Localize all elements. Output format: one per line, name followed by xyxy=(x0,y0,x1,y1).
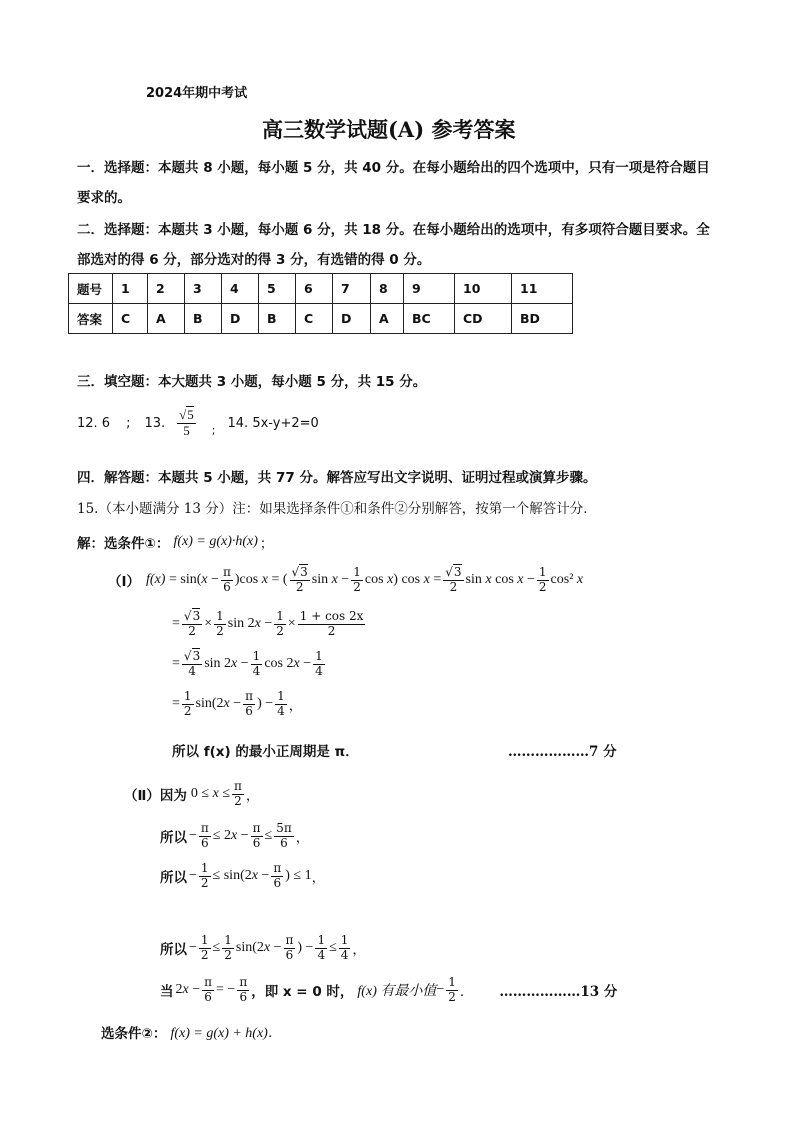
score-7: ………………7 分 xyxy=(508,744,617,760)
so-label: 所以 xyxy=(160,830,187,847)
answer-table-answer-row xyxy=(69,304,573,334)
question-15-note: 15.（本小题满分 13 分）注：如果选择条件①和条件②分别解答，按第一个解答计分． xyxy=(77,501,597,517)
number-cell: 9 xyxy=(404,274,455,304)
part1-line1: （Ⅰ） f(x) = sin(x − $\frac{\pi}{6}$ )cos x = ( $\frac{√3}{2}$ sin x − $\frac{1}{2}$ cos x) cos x = $\frac{√3}{2}$ sin x cos x − $\frac{1}{2}$ cos² x xyxy=(108,565,584,594)
part2-line2: 所以 − $\frac{\pi}{6}$ ≤ 2x − $\frac{\pi}{6}$ ≤ $\frac{5\pi}{6}$ ， xyxy=(160,821,310,850)
separator: ; xyxy=(211,423,216,437)
answer-cell: D xyxy=(333,304,371,334)
answer-table-header-row xyxy=(69,274,573,304)
period-text: 所以 f(x) 的最小正周期是 π． xyxy=(172,744,359,760)
condition1-label: 解：选条件①： xyxy=(77,536,170,552)
when-mid-text: ，即 x = 0 时， xyxy=(251,984,354,1001)
answer-cell: BC xyxy=(404,304,455,334)
so-label: 所以 xyxy=(160,942,187,959)
answer-cell: A xyxy=(148,304,185,334)
answer-13-label: 13. xyxy=(144,415,166,431)
separator: ; xyxy=(126,415,131,431)
number-cell: 8 xyxy=(371,274,404,304)
fraction-denominator: 5 xyxy=(183,422,190,438)
condition2-formula: f(x) = g(x) + h(x)． xyxy=(170,1026,282,1041)
answer-cell: C xyxy=(296,304,333,334)
part1-line4: = $\frac{1}{2}$ sin(2x − $\frac{\pi}{6}$ ) − $\frac{1}{4}$ ， xyxy=(172,689,303,718)
number-cell: 2 xyxy=(148,274,185,304)
condition1-formula: f(x) = g(x)·h(x) xyxy=(173,534,258,549)
number-cell: 7 xyxy=(333,274,371,304)
answer-cell: B xyxy=(185,304,222,334)
section1-line2: 要求的。 xyxy=(77,190,131,206)
when-label: 当 xyxy=(160,984,174,1001)
number-cell: 6 xyxy=(296,274,333,304)
part1-label: （Ⅰ） xyxy=(108,574,141,591)
so-label: 所以 xyxy=(160,870,187,887)
number-cell: 1 xyxy=(113,274,148,304)
number-cell: 5 xyxy=(259,274,296,304)
part2-line3: 所以 − $\frac{1}{2}$ ≤ sin(2x − $\frac{\pi}{6}$ ) ≤ 1 ， xyxy=(160,861,326,890)
condition2-label: 选条件②： xyxy=(101,1026,167,1042)
part1-line2: = $\frac{√3}{2}$ × $\frac{1}{2}$ sin 2x − $\frac{1}{2}$ × $\frac{1 + \cos 2x}{2}$ xyxy=(172,609,364,638)
condition2-line xyxy=(101,1022,282,1042)
number-cell: 11 xyxy=(512,274,573,304)
answer-cell: A xyxy=(371,304,404,334)
fill-in-answers xyxy=(77,408,319,439)
number-cell: 3 xyxy=(185,274,222,304)
answer-cell: CD xyxy=(455,304,512,334)
part1-line3: = $\frac{√3}{4}$ sin 2x − $\frac{1}{4}$ cos 2x − $\frac{1}{4}$ xyxy=(172,649,323,678)
section1-line1: 一．选择题：本题共 8 小题，每小题 5 分，共 40 分。在每小题给出的四个选项中，只有一项是符合题目 xyxy=(77,160,710,176)
section2-line2: 部选对的得 6 分，部分选对的得 3 分，有选错的得 0 分。 xyxy=(77,252,431,268)
condition1-line: 解：选条件①： f(x) = g(x)·h(x) ； xyxy=(77,534,274,552)
part2-label: （Ⅱ）因为 xyxy=(124,788,187,805)
answer-cell: BD xyxy=(512,304,573,334)
exam-label: 2024年期中考试 xyxy=(146,86,248,101)
answer-14: 14. 5x-y+2=0 xyxy=(227,415,319,431)
score-13: ………………13 分 xyxy=(499,984,618,1001)
header-label-cell: 题号 xyxy=(69,274,113,304)
answer-13-fraction: $\frac{√5}{5}$ xyxy=(179,407,194,438)
page-title: 高三数学试题(A) 参考答案 xyxy=(262,117,516,142)
part2-line5: 当 2x − $\frac{\pi}{6}$ = − $\frac{\pi}{6}$ ，即 x = 0 时， f(x) 有最小值 − $\frac{1}{2}$ ． ………………13 分 xyxy=(160,975,618,1004)
answer-label-cell: 答案 xyxy=(69,304,113,334)
number-cell: 10 xyxy=(455,274,512,304)
has-min-text: f(x) 有最小值 xyxy=(357,984,437,1000)
section3-heading: 三．填空题：本大题共 3 小题，每小题 5 分，共 15 分。 xyxy=(77,374,427,390)
answer-cell: D xyxy=(222,304,259,334)
section2-line1: 二．选择题：本题共 3 小题，每小题 6 分，共 18 分。在每小题给出的选项中，有多项符合题目要求。全 xyxy=(77,222,710,238)
fraction-numerator: 5 xyxy=(187,407,194,422)
part2-line4: 所以 − $\frac{1}{2}$ ≤ $\frac{1}{2}$ sin(2x − $\frac{\pi}{6}$ ) − $\frac{1}{4}$ ≤ $\frac{1}{4}$ ， xyxy=(160,933,366,962)
part2-line1: （Ⅱ）因为 0 ≤ x ≤ $\frac{\pi}{2}$ ， xyxy=(124,779,260,808)
answer-12: 12. 6 xyxy=(77,415,111,431)
answer-table xyxy=(68,273,573,334)
answer-cell: B xyxy=(259,304,296,334)
answer-cell: C xyxy=(113,304,148,334)
section4-heading: 四．解答题：本题共 5 小题，共 77 分。解答应写出文字说明、证明过程或演算步骤。 xyxy=(77,470,597,486)
number-cell: 4 xyxy=(222,274,259,304)
